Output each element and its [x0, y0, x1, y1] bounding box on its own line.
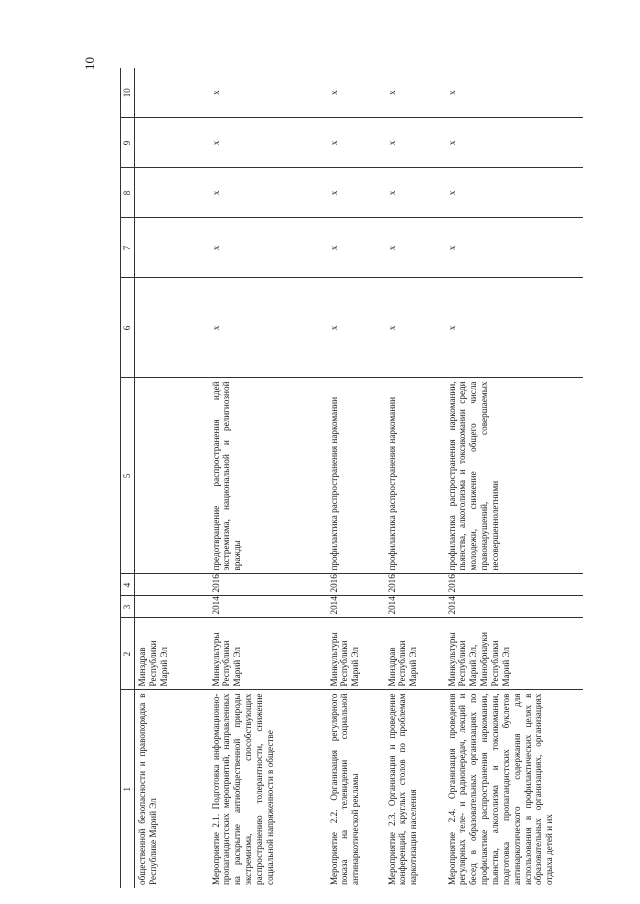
column-header: 8	[121, 168, 135, 218]
col6-cell	[135, 278, 205, 378]
col8-cell: x	[381, 168, 441, 218]
col10-cell: x	[441, 68, 583, 118]
expected-result-cell: предотвращение распространения идей экстремизма, национальной и религиозной вражды	[205, 378, 323, 574]
events-table	[120, 68, 583, 888]
executor-cell: Минкультуры Республики Марий Эл, Минобрнауки Республики Марий Эл	[441, 618, 583, 690]
column-header: 9	[121, 118, 135, 168]
col7-cell: x	[381, 218, 441, 278]
end-year-cell: 2016	[441, 574, 583, 596]
executor-cell: Минздрав Республики Марий Эл	[135, 618, 205, 690]
col8-cell: x	[323, 168, 381, 218]
start-year-cell: 2014	[441, 596, 583, 618]
column-header: 3	[121, 596, 135, 618]
col6-cell: x	[323, 278, 381, 378]
landscape-table-sheet	[120, 68, 555, 888]
event-name-cell: Мероприятие 2.4. Организация проведения регулярных теле- и радиопередач, лекций и бесед в образовательных организациях по профилактике распространения наркомании, пьянства, алкоголизма и токсикомании, подготовка пропагандистских буклетов антинаркотического содержания для использования в профилактических целях в образовательных организациях, организациях отдыха детей и их	[446, 693, 555, 885]
event-name-cell: общественной безопасности и правопорядка в Республике Марий Эл	[137, 693, 158, 885]
expected-result-cell: профилактика распространения наркомании	[381, 378, 441, 574]
start-year-cell: 2014	[381, 596, 441, 618]
event-name-cell: Мероприятие 2.1. Подготовка информационно-пропагандистских мероприятий, направленных на раскрытие антиобщественной природы экстремизма, способствующих распространению толерантности, снижение социальной напряженности в обществе	[210, 693, 275, 885]
col8-cell	[135, 168, 205, 218]
column-header: 1	[121, 690, 135, 888]
header-row	[121, 68, 135, 888]
col8-cell: x	[205, 168, 323, 218]
col9-cell: x	[205, 118, 323, 168]
col7-cell: x	[441, 218, 583, 278]
col9-cell: x	[381, 118, 441, 168]
expected-result-cell: профилактика распространения наркомании, пьянства, алкоголизма и токсикомании среди молодежи, снижение общего числа правонарушений, совершаемых несовершеннолетними	[441, 378, 583, 574]
col8-cell: x	[441, 168, 583, 218]
table-row	[381, 68, 441, 888]
col9-cell: x	[441, 118, 583, 168]
col10-cell	[135, 68, 205, 118]
end-year-cell: 2016	[323, 574, 381, 596]
start-year-cell: 2014	[323, 596, 381, 618]
col7-cell	[135, 218, 205, 278]
col10-cell: x	[323, 68, 381, 118]
table-row	[205, 68, 323, 888]
expected-result-cell: профилактика распространения наркомании	[323, 378, 381, 574]
event-name-cell: Мероприятие 2.3. Организация и проведение конференций, круглых столов по проблемам наркотизации населения	[386, 693, 419, 885]
column-header: 7	[121, 218, 135, 278]
column-header: 10	[121, 68, 135, 118]
column-header: 5	[121, 378, 135, 574]
col7-cell: x	[205, 218, 323, 278]
col6-cell: x	[441, 278, 583, 378]
column-header: 2	[121, 618, 135, 690]
end-year-cell: 2016	[381, 574, 441, 596]
column-header: 4	[121, 574, 135, 596]
col6-cell: x	[205, 278, 323, 378]
col6-cell: x	[381, 278, 441, 378]
expected-result-cell	[135, 378, 205, 574]
table-row	[441, 68, 583, 888]
col9-cell: x	[323, 118, 381, 168]
start-year-cell	[135, 596, 205, 618]
executor-cell: Минкультуры Республики Марий Эл	[205, 618, 323, 690]
col10-cell: x	[205, 68, 323, 118]
executor-cell: Минздрав Республики Марий Эл	[381, 618, 441, 690]
page-number: 10	[82, 57, 97, 70]
column-header: 6	[121, 278, 135, 378]
executor-cell: Минкультуры Республики Марий Эл	[323, 618, 381, 690]
col10-cell: x	[381, 68, 441, 118]
event-name-cell: Мероприятие 2.2. Организация регулярного показа на телевидении социальной антинаркотической рекламы	[328, 693, 361, 885]
col7-cell: x	[323, 218, 381, 278]
table-row	[135, 68, 205, 888]
start-year-cell: 2014	[205, 596, 323, 618]
end-year-cell: 2016	[205, 574, 323, 596]
table-row	[323, 68, 381, 888]
col9-cell	[135, 118, 205, 168]
end-year-cell	[135, 574, 205, 596]
